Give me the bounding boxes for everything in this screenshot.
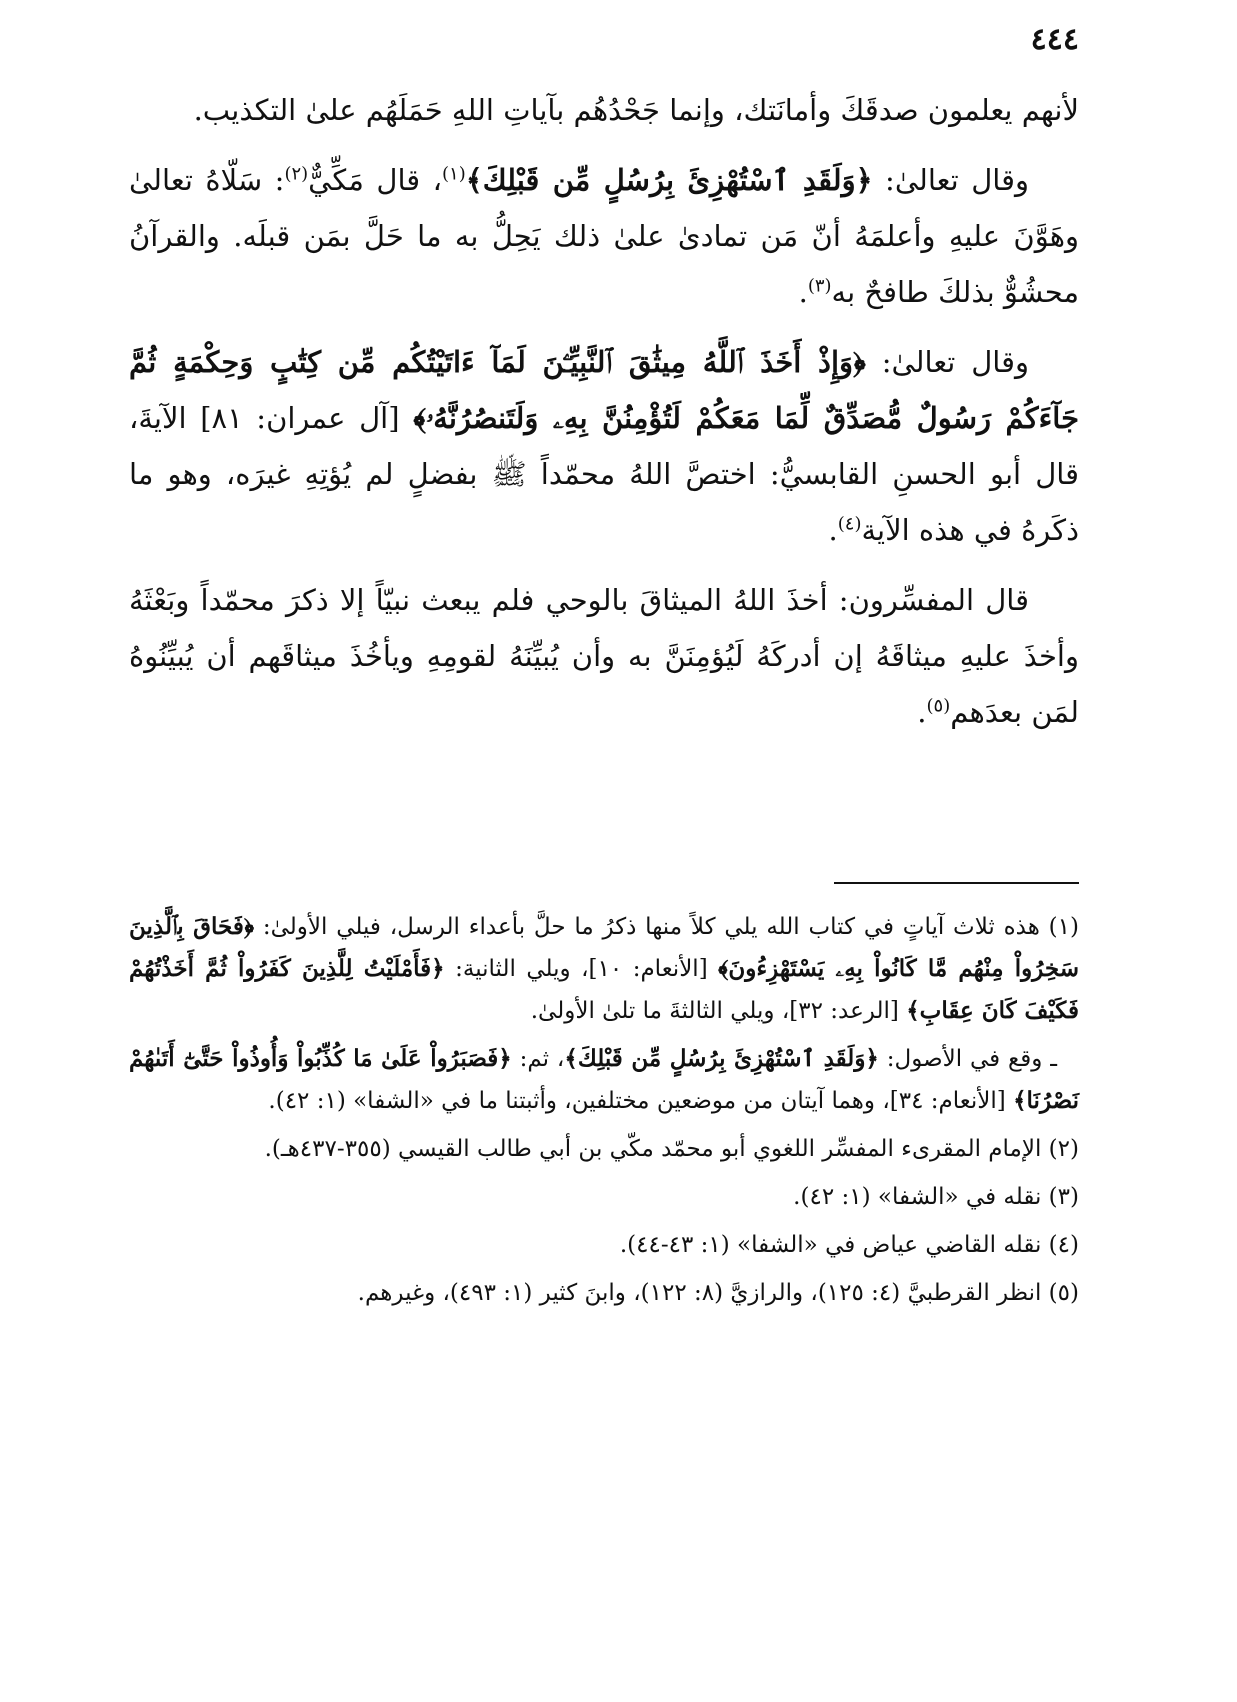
footnotes [129,906,1079,1320]
paragraph-3-end: . [828,513,838,547]
page-number: ٤٤٤ [1030,22,1079,57]
footnote-1-cont-lead: ـ وقع في الأصول: [878,1046,1057,1072]
paragraph-2-mid: ، قال مَكِّيٌّ [308,163,442,197]
footnote-3: (٣) نقله في «الشفا» (١: ٤٢). [793,1184,1079,1210]
footnote-ref-4: (٤) [837,513,862,535]
paragraph-3 [129,334,1079,558]
footnote-2: (٢) الإمام المقرىء المفسِّر اللغوي أبو محمّد مكّي بن أبي طالب القيسي (٣٥٥-٤٣٧هـ). [264,1136,1079,1162]
footnote-ref-5: (٥) [926,695,951,717]
footnote-1-line1: (١) هذه ثلاث آياتٍ في كتاب الله يلي كلاً منها ذكرُ ما حلَّ بأعداء الرسل، فيلي الأولىٰ: [254,914,1079,940]
footnote-1-cont-mid: ، ثم: [511,1046,565,1072]
paragraph-4-end: . [917,695,927,729]
paragraph-2-lead: وقال تعالىٰ: [872,163,1029,197]
footnote-ref-1: (١) [441,163,466,185]
footnote-1-continuation [129,1038,1079,1122]
quran-verse: ﴿وَإِذْ أَخَذَ ٱللَّهُ مِيثَٰقَ ٱلنَّبِيِّـۧنَ لَمَآ ءَاتَيْتُكُم مِّن كِتَٰبٍ وَحِكْمَةٍ ثُمَّ جَآءَكُمْ رَسُولٌ مُّصَدِّقٌ لِّمَا مَعَكُمْ لَتُؤْمِنُنَّ بِهِۦ وَلَتَنصُرُنَّهُۥ﴾ [129,345,1080,435]
footnote-1-cont-rest: [الأنعام: ٣٤]، وهما آيتان من موضعين مختلفين، وأثبتنا ما في «الشفا» (١: ٤٢). [268,1088,1014,1114]
paragraph-4 [129,572,1079,740]
quran-verse: ﴿فَصَبَرُواْ عَلَىٰ مَا كُذِّبُواْ وَأُوذُواْ حَتَّىٰٓ أَتَىٰهُمْ نَصْرُنَا﴾ [129,1045,1079,1114]
paragraph-1: لأنهم يعلمون صدقَكَ وأمانَتك، وإنما جَحْدُهُم بآياتِ اللهِ حَمَلَهُم علىٰ التكذيب. [193,93,1079,127]
paragraph-2 [129,152,1079,320]
footnote-divider [834,882,1079,884]
paragraph-4-text: قال المفسِّرون: أخذَ اللهُ الميثاقَ بالوحي فلم يبعث نبيّاً إلا ذكرَ محمّداً وبَعْثَهُ وأخذَ عليهِ ميثاقَهُ إن أدركَهُ لَيُؤمِنَنَّ به وأن يُبيِّنَهُ لقومِهِ ويأخُذَ ميثاقَهم أن يُبيِّنُوهُ لمَن بعدَهم [129,583,1079,729]
paragraph-2-end: . [798,275,808,309]
footnote-ref-2: (٢) [284,163,309,185]
quran-verse: ﴿فَأَمْلَيْتُ لِلَّذِينَ كَفَرُواْ ثُمَّ أَخَذْتُهُمْ فَكَيْفَ كَانَ عِقَابِ﴾ [129,955,1079,1024]
main-text [129,82,1079,754]
quran-verse: ﴿وَلَقَدِ ٱسْتُهْزِئَ بِرُسُلٍ مِّن قَبْلِكَ﴾ [564,1045,879,1072]
footnote-1-cite1: [الأنعام: ١٠]، ويلي الثانية: [444,956,719,982]
footnote-ref-3: (٣) [807,275,832,297]
footnote-5: (٥) انظر القرطبيَّ (٤: ١٢٥)، والرازيَّ (٨: ١٢٢)، وابنَ كثير (١: ٤٩٣)، وغيرهم. [357,1280,1079,1306]
quran-verse: ﴿وَلَقَدِ ٱسْتُهْزِئَ بِرُسُلٍ مِّن قَبْلِكَ﴾ [465,163,873,197]
paragraph-2-rest: : سَلّاهُ تعالىٰ وهَوَّنَ عليهِ وأعلمَهُ أنّ مَن تمادىٰ علىٰ ذلك يَحِلُّ به ما حَلَّ بمَن قبلَه. والقرآنُ محشُوٌّ بذلكَ طافحٌ به [129,163,1079,309]
footnote-1 [129,906,1079,1032]
paragraph-3-cite: [آل عمران: ٨١] الآيةَ، قال أبو الحسنِ القابسيُّ: اختصَّ اللهُ محمّداً ﷺ بفضلٍ لم يُؤتِهِ غيرَه، وهو ما ذكَرهُ في هذه الآية [129,401,1079,547]
quran-verse: ﴿فَحَاقَ بِٱلَّذِينَ سَخِرُواْ مِنْهُم مَّا كَانُواْ بِهِۦ يَسْتَهْزِءُونَ﴾ [129,913,1079,982]
paragraph-3-lead: وقال تعالىٰ: [865,345,1029,379]
footnote-4: (٤) نقله القاضي عياض في «الشفا» (١: ٤٣-٤٤). [619,1232,1079,1258]
footnote-1-cite2: [الرعد: ٣٢]، ويلي الثالثةَ ما تلىٰ الأولىٰ. [530,998,907,1024]
